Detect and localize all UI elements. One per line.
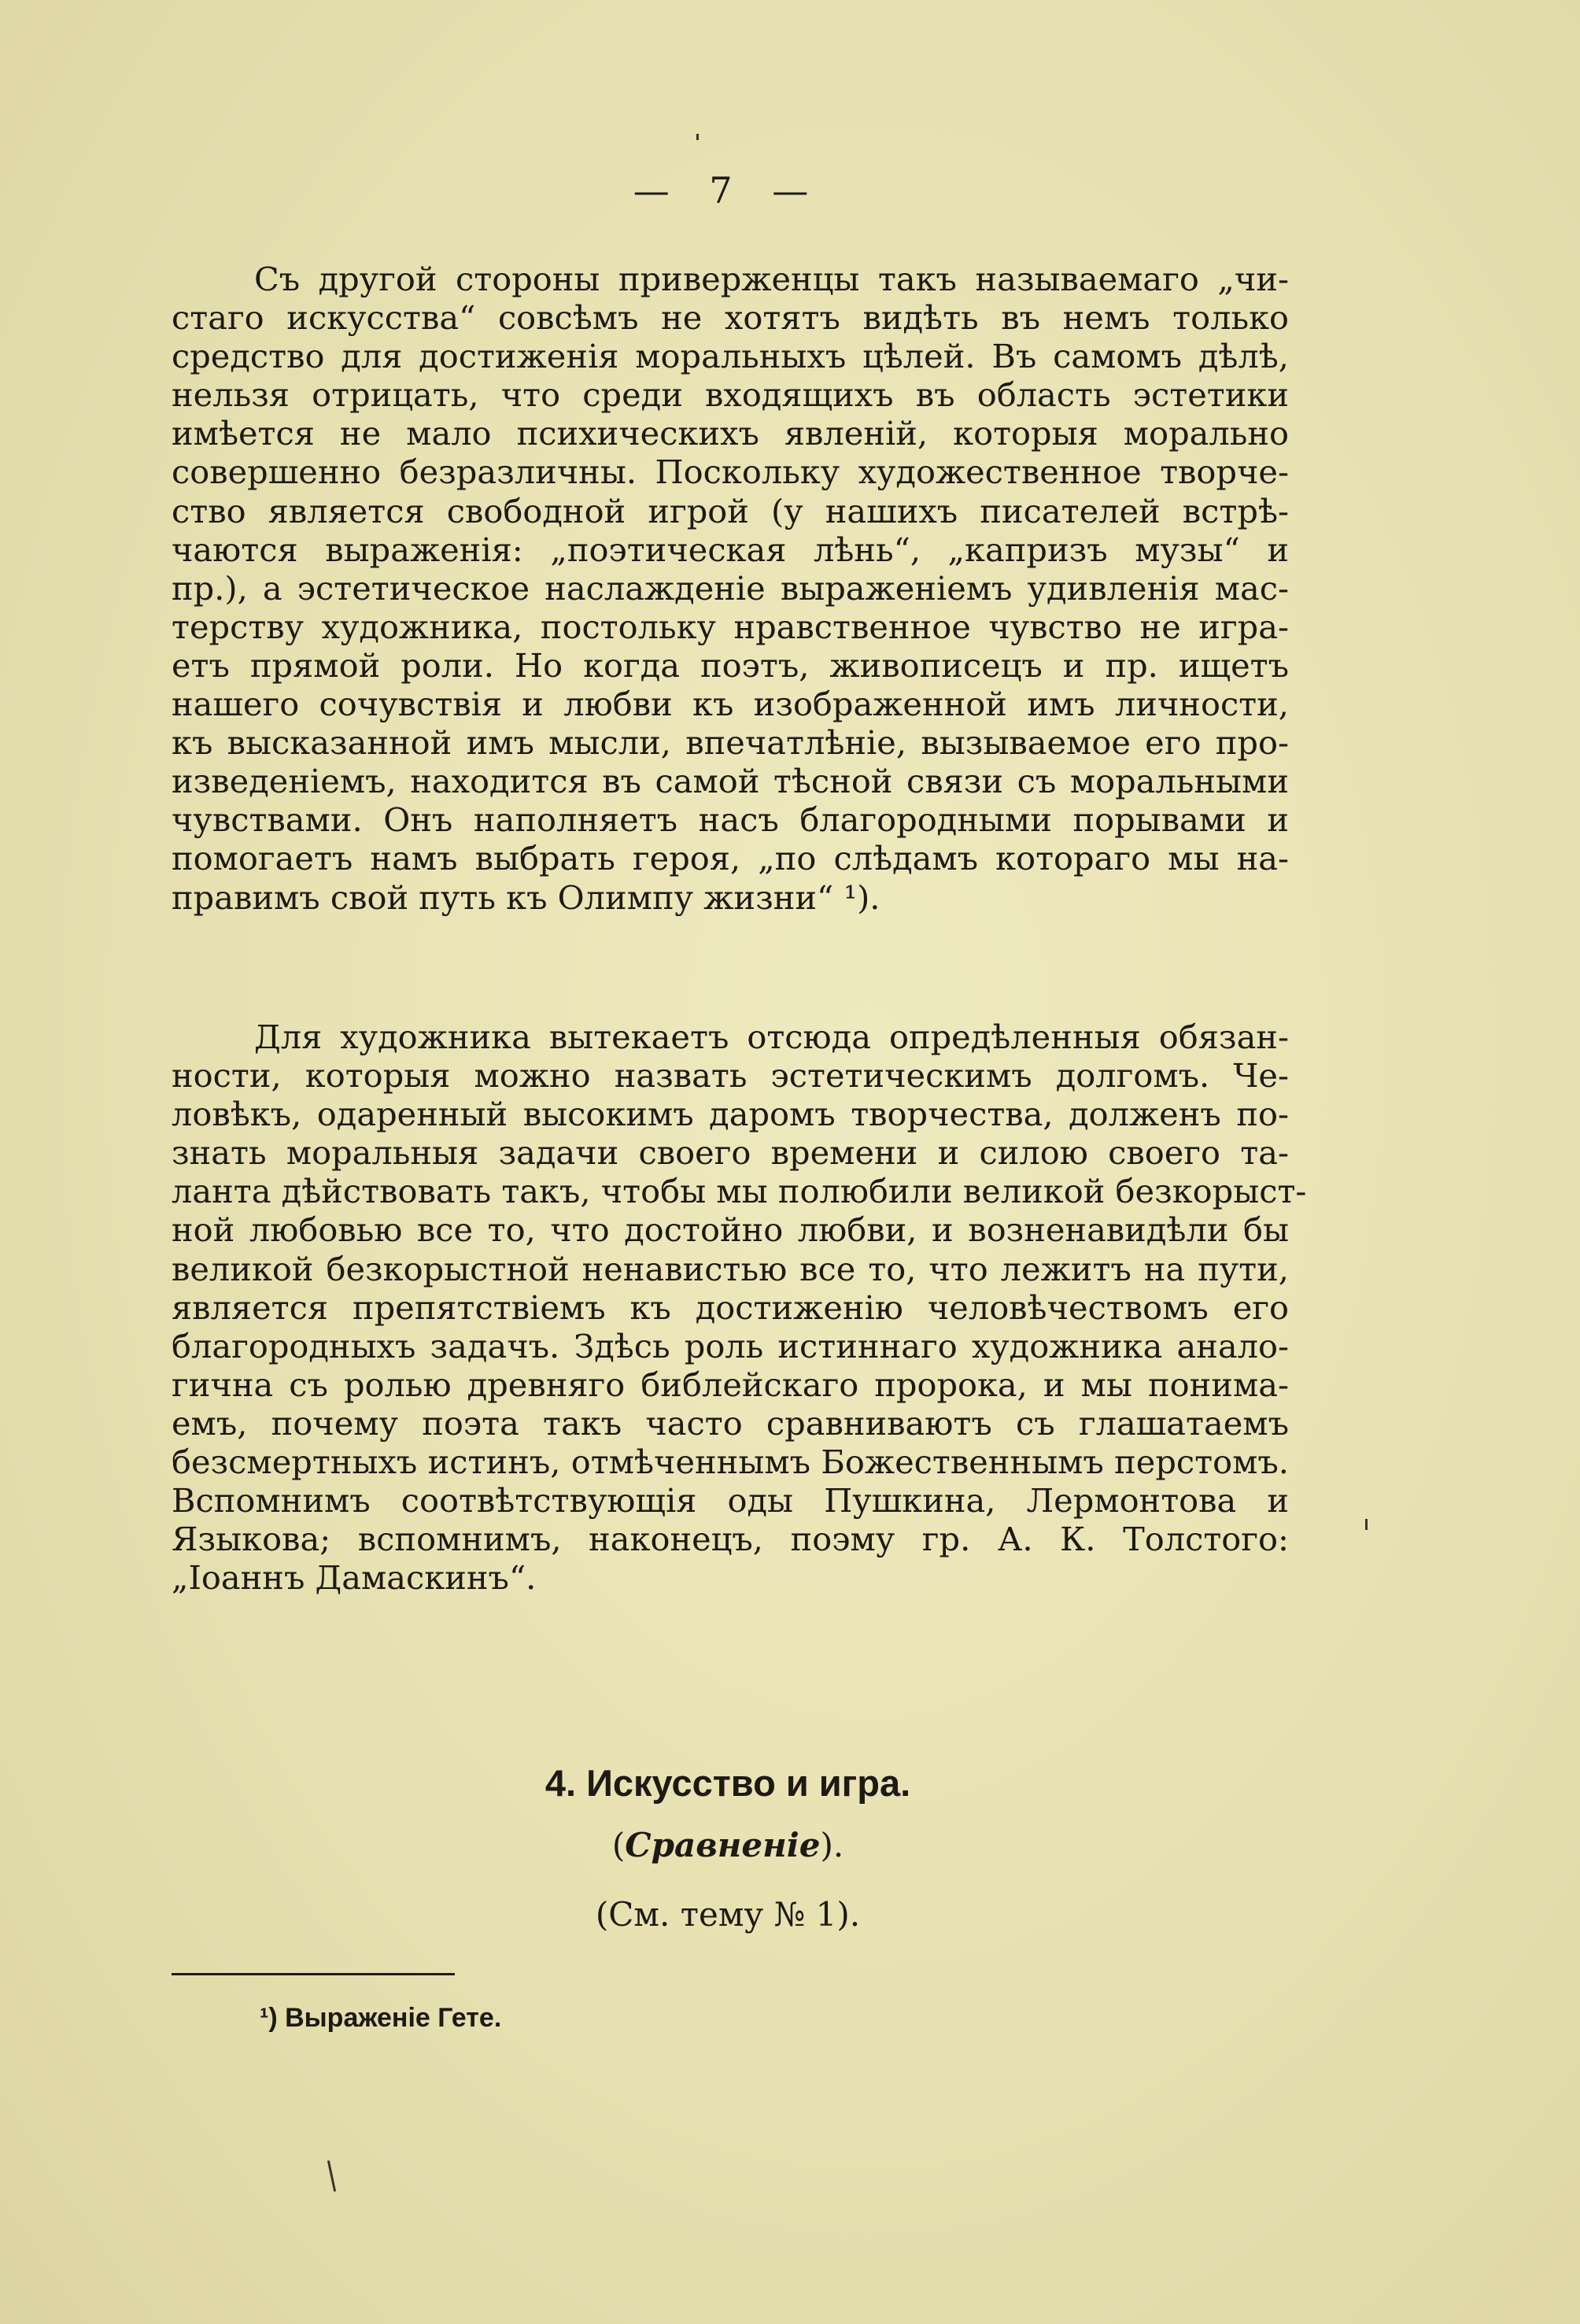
footnote-divider — [172, 1973, 455, 1975]
text-line: чаются выраженія: „поэтическая лѣнь“, „капризъ музы“ и — [172, 530, 1289, 569]
text-line: изведеніемъ, находится въ самой тѣсной связи съ моральными — [172, 762, 1289, 801]
text-line: помогаетъ намъ выбрать героя, „по слѣдамъ котораго мы на- — [172, 839, 1289, 878]
text-line: ловѣкъ, одаренный высокимъ даромъ творчества, долженъ по- — [172, 1095, 1289, 1134]
text-line: безсмертныхъ истинъ, отмѣченнымъ Божественнымъ перстомъ. — [172, 1443, 1289, 1482]
text-line: емъ, почему поэта такъ часто сравниваютъ съ глашатаемъ — [172, 1403, 1289, 1443]
text-line: нельзя отрицать, что среди входящихъ въ область эстетики — [172, 375, 1289, 415]
text-line: чувствами. Онъ наполняетъ насъ благородными порывами и — [172, 800, 1289, 840]
paper-speck — [327, 2160, 336, 2192]
text-line: ной любовью все то, что достойно любви, и возненавидѣли бы — [172, 1210, 1289, 1250]
text-line: великой безкорыстной ненавистью все то, что лежитъ на пути, — [172, 1249, 1289, 1288]
section-subheading — [0, 1826, 1456, 1864]
text-line: „Іоаннъ Дамаскинъ“. — [172, 1558, 537, 1598]
text-line: знать моральныя задачи своего времени и силою своего та- — [172, 1133, 1289, 1173]
page-number: — 7 — — [633, 169, 823, 212]
text-line: средство для достиженія моральныхъ цѣлей. Въ самомъ дѣлѣ, — [172, 337, 1289, 376]
text-line: нашего сочувствія и любви къ изображенной имъ личности, — [172, 685, 1289, 724]
text-line: Съ другой стороны приверженцы такъ называемаго „чи- — [254, 260, 1289, 298]
footnote: ¹) Выраженіе Гете. — [260, 2003, 502, 2033]
text-line: совершенно безразличны. Поскольку художественное творче- — [172, 453, 1289, 492]
text-line: ности, которыя можно назвать эстетическимъ долгомъ. Че- — [172, 1056, 1289, 1095]
paragraph-1 — [172, 260, 1289, 917]
text-line: къ высказанной имъ мысли, впечатлѣніе, вызываемое его про- — [172, 723, 1289, 763]
text-line: ланта дѣйствовать такъ, чтобы мы полюбили великой безкорыст- — [172, 1172, 1307, 1211]
text-line: Для художника вытекаетъ отсюда опредѣленныя обязан- — [254, 1018, 1289, 1056]
text-line: правимъ свой путь къ Олимпу жизни“ ¹). — [172, 878, 880, 917]
text-line: Вспомнимъ соотвѣтствующія оды Пушкина, Лермонтова и — [172, 1481, 1289, 1520]
paper-speck — [1365, 1519, 1368, 1530]
paper-speck — [696, 134, 699, 140]
text-line: является препятствіемъ къ достиженію человѣчествомъ его — [172, 1288, 1289, 1327]
subheading-open: ( — [611, 1826, 626, 1864]
text-line: стаго искусства“ совсѣмъ не хотятъ видѣть въ немъ только — [172, 298, 1289, 338]
subheading-close: ). — [820, 1826, 844, 1864]
text-line: Языкова; вспомнимъ, наконецъ, поэму гр. А. К. Толстого: — [172, 1520, 1289, 1559]
subheading-italic: Сравненіе — [625, 1826, 821, 1864]
text-line: терству художника, постольку нравственное чувство не игра- — [172, 607, 1289, 646]
text-line: имѣется не мало психическихъ явленій, которыя морально — [172, 414, 1289, 453]
text-line: ство является свободной игрой (у нашихъ писателей встрѣ- — [172, 491, 1289, 530]
text-line: етъ прямой роли. Но когда поэтъ, живописецъ и пр. ищетъ — [172, 645, 1289, 685]
text-line: благородныхъ задачъ. Здѣсь роль истиннаго художника анало- — [172, 1326, 1289, 1365]
section-heading: 4. Искусство и игра. — [545, 1762, 911, 1804]
text-line: пр.), а эстетическое наслажденіе выраженіемъ удивленія мас- — [172, 568, 1289, 608]
section-reference: (См. тему № 1). — [595, 1895, 861, 1934]
paragraph-2 — [172, 1018, 1307, 1598]
text-line: гична съ ролью древняго библейскаго пророка, и мы понима- — [172, 1365, 1289, 1404]
